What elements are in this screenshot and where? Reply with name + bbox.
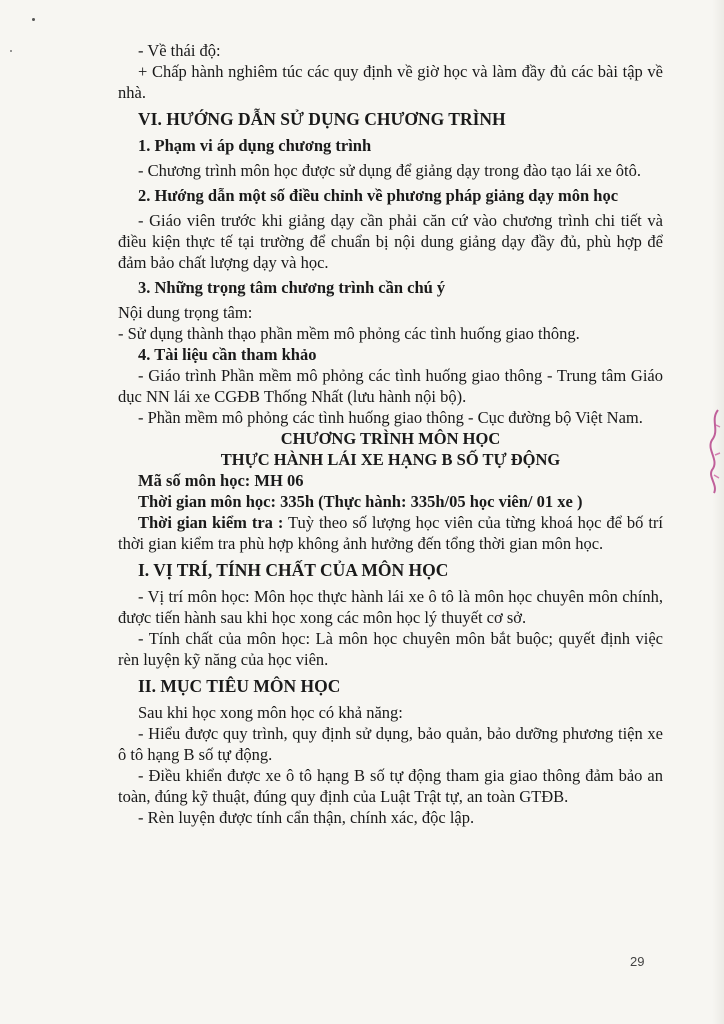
- course-duration-value: 335h (Thực hành: 335h/05 học viên/ 01 xe ): [280, 492, 583, 511]
- subsection-4-ref-2: - Phần mềm mô phỏng các tình huống giao thông - Cục đường bộ Việt Nam.: [138, 408, 643, 427]
- page-number: 29: [630, 954, 645, 969]
- subsection-2-text: - Giáo viên trước khi giảng dạy cần phải căn cứ vào chương trình chi tiết và điều kiện thực tế tại trường để chuẩn bị nội dung giảng dạy đầy đủ, phù hợp để đảm bảo chất lượng dạy và học.: [118, 211, 663, 272]
- attitude-label: - Về thái độ:: [138, 41, 221, 60]
- subsection-4-ref-1: - Giáo trình Phần mềm mô phỏng các tình huống giao thông - Trung tâm Giáo dục NN lái xe CGĐB Thống Nhất (lưu hành nội bộ).: [118, 366, 663, 406]
- page-edge: [712, 0, 724, 1024]
- document-body: [118, 40, 663, 828]
- scan-speck: [32, 18, 35, 21]
- subsection-3-intro: Nội dung trọng tâm:: [118, 303, 253, 322]
- scan-speck: [10, 50, 12, 52]
- course-nature-text: - Tính chất của môn học: Là môn học chuyên môn bắt buộc; quyết định việc rèn luyện kỹ năng của học viên.: [118, 629, 663, 669]
- goals-intro: Sau khi học xong môn học có khả năng:: [138, 703, 403, 722]
- course-duration: [138, 491, 663, 512]
- course-duration-label: Thời gian môn học:: [138, 492, 276, 511]
- course-position-text: - Vị trí môn học: Môn học thực hành lái xe ô tô là môn học chuyên môn chính, được tiến hành sau khi học xong các môn học lý thuyết cơ sở.: [118, 587, 663, 627]
- subsection-1-heading: 1. Phạm vi áp dụng chương trình: [138, 136, 372, 155]
- margin-stamp-mark: [706, 405, 722, 495]
- course-code-value: MH 06: [254, 471, 304, 490]
- subsection-3-item: - Sử dụng thành thạo phần mềm mô phỏng các tình huống giao thông.: [118, 324, 580, 343]
- program-title-line-2: THỰC HÀNH LÁI XE HẠNG B SỐ TỰ ĐỘNG: [220, 450, 561, 469]
- exam-time: [118, 512, 663, 554]
- exam-time-label: Thời gian kiểm tra :: [138, 513, 284, 532]
- section-ii-heading: II. MỤC TIÊU MÔN HỌC: [138, 676, 341, 696]
- subsection-4-heading: 4. Tài liệu cần tham khảo: [138, 345, 317, 364]
- section-vi-heading: VI. HƯỚNG DẪN SỬ DỤNG CHƯƠNG TRÌNH: [138, 109, 506, 129]
- course-code-label: Mã số môn học:: [138, 471, 251, 490]
- goal-item: - Hiểu được quy trình, quy định sử dụng, bảo quản, bảo dưỡng phương tiện xe ô tô hạng B số tự động.: [118, 724, 663, 764]
- goal-item: - Điều khiển được xe ô tô hạng B số tự động tham gia giao thông đảm bảo an toàn, đúng kỹ thuật, đúng quy định của Luật Trật tự, an toàn GTĐB.: [118, 766, 663, 806]
- exam-time-value: Tuỳ theo số lượng học viên của từng khoá học để bố trí thời gian kiểm tra phù hợp không ảnh hưởng đến tổng thời gian môn học.: [118, 513, 664, 553]
- goal-item: - Rèn luyện được tính cẩn thận, chính xác, độc lập.: [138, 808, 475, 827]
- course-code: [138, 470, 663, 491]
- subsection-2-heading: 2. Hướng dẫn một số điều chỉnh về phương pháp giảng dạy môn học: [138, 186, 619, 205]
- attitude-item: + Chấp hành nghiêm túc các quy định về giờ học và làm đầy đủ các bài tập về nhà.: [118, 62, 663, 102]
- section-i-heading: I. VỊ TRÍ, TÍNH CHẤT CỦA MÔN HỌC: [138, 560, 449, 580]
- program-title-line-1: CHƯƠNG TRÌNH MÔN HỌC: [280, 429, 501, 448]
- subsection-1-text: - Chương trình môn học được sử dụng để giảng dạy trong đào tạo lái xe ôtô.: [138, 161, 641, 180]
- subsection-3-heading: 3. Những trọng tâm chương trình cần chú ý: [138, 278, 446, 297]
